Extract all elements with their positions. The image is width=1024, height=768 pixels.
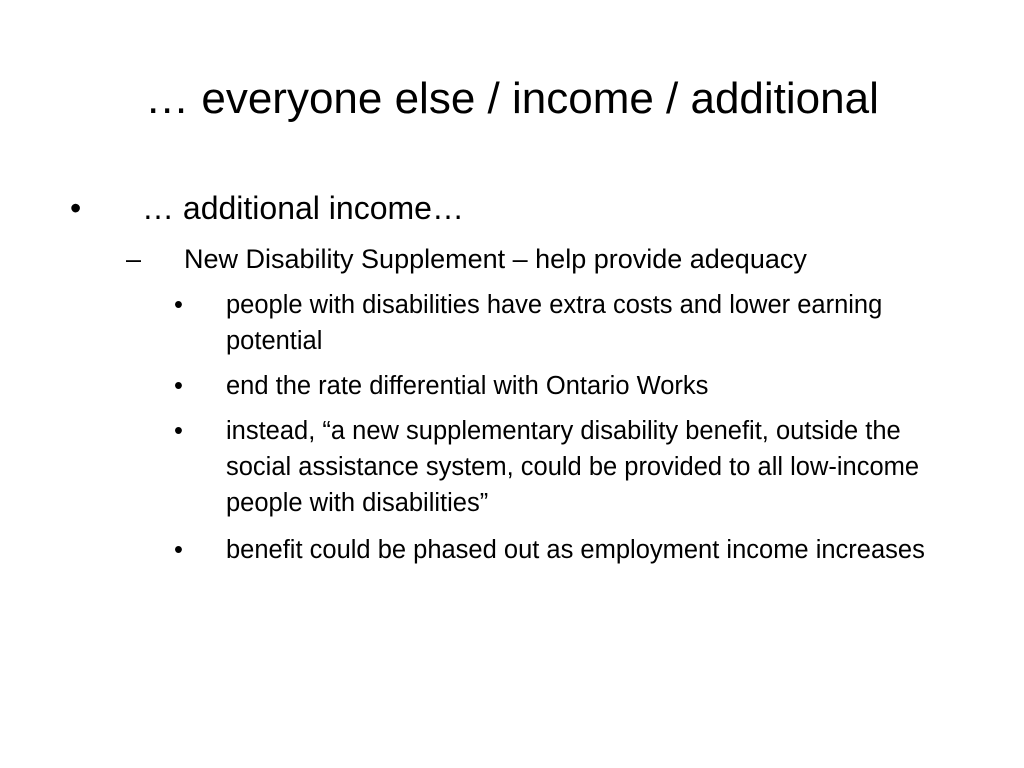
bullet-dot-icon: • bbox=[70, 190, 82, 226]
bullet-level3-item bbox=[174, 532, 966, 568]
bullet-level2 bbox=[126, 242, 807, 276]
dash-icon: – bbox=[126, 244, 142, 274]
bullet-dot-icon: • bbox=[174, 372, 183, 400]
bullet-level3-item bbox=[174, 368, 966, 404]
bullet-dot-icon: • bbox=[174, 536, 183, 564]
bullet-dot-icon: • bbox=[174, 291, 183, 319]
bullet-level2-text: New Disability Supplement – help provide adequacy bbox=[184, 244, 807, 274]
bullet-level1 bbox=[70, 188, 464, 228]
bullet-level1-text: … additional income… bbox=[142, 190, 464, 226]
bullet-level3-item bbox=[174, 287, 966, 359]
bullet-level3-text: instead, “a new supplementary disability benefit, outside the social assistance system, could be provided to all low-income people with disabilities” bbox=[226, 417, 920, 517]
bullet-level3-item bbox=[174, 413, 966, 521]
slide-title: … everyone else / income / additional bbox=[145, 74, 879, 123]
bullet-level3-text: people with disabilities have extra costs and lower earning potential bbox=[226, 291, 883, 355]
bullet-dot-icon: • bbox=[174, 417, 183, 445]
bullet-level3-text: benefit could be phased out as employment income increases bbox=[226, 536, 925, 564]
bullet-level3-text: end the rate differential with Ontario Works bbox=[226, 372, 709, 400]
